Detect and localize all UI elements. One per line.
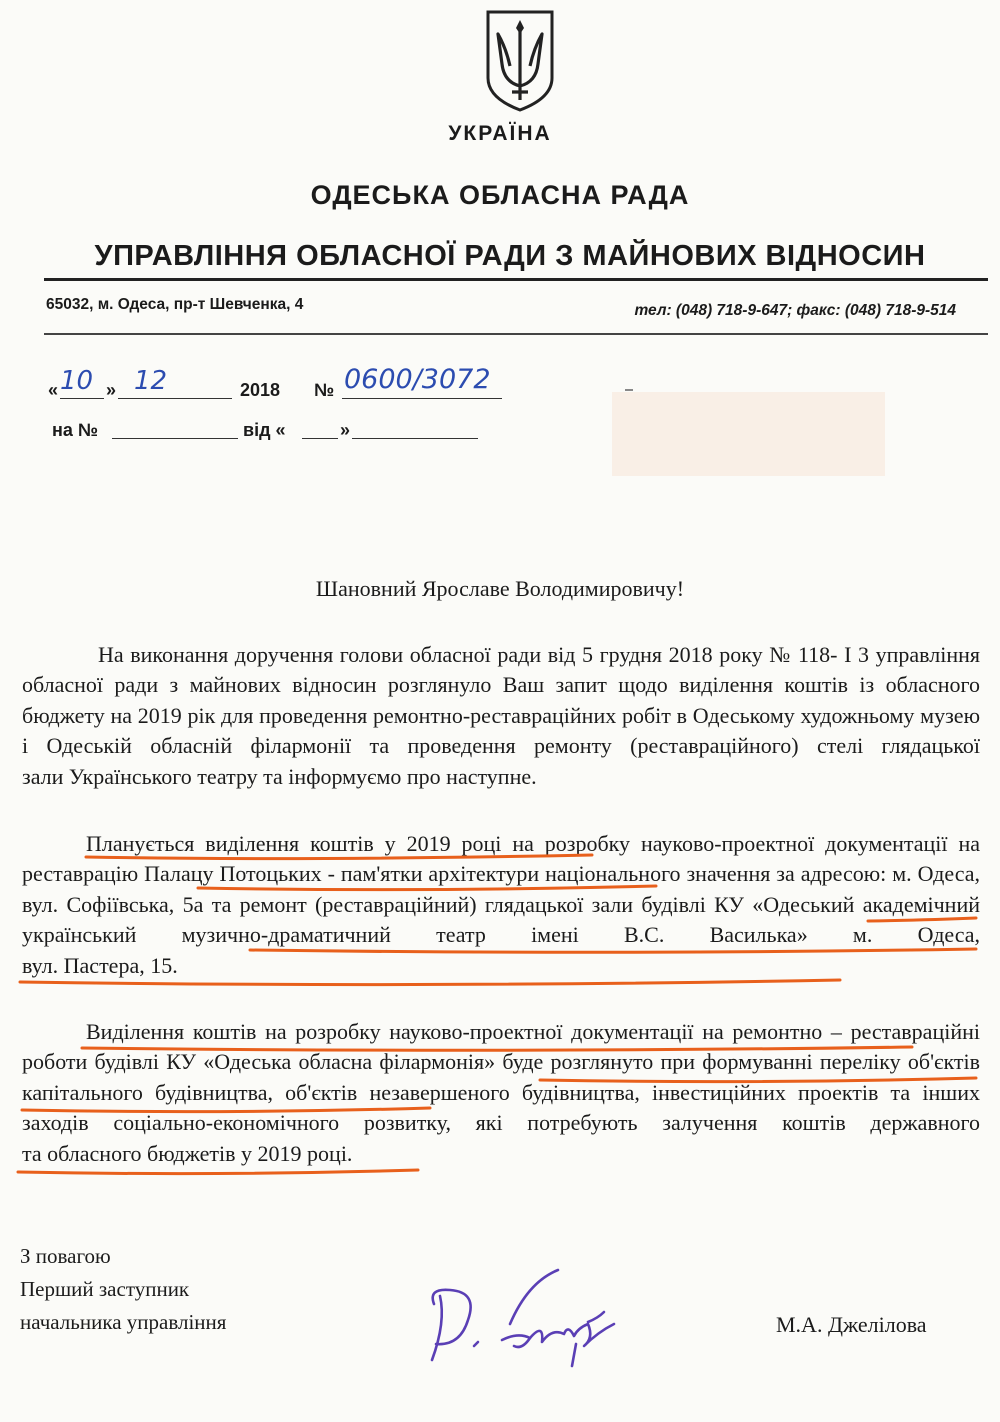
paragraph-1-last-line: зали Українського театру та інформуємо про наступне.	[22, 763, 537, 789]
redaction-mark	[625, 389, 633, 391]
salutation: Шановний Ярославе Володимировичу!	[315, 576, 685, 601]
number-label: №	[314, 380, 335, 400]
paragraph-2-text: Планується виділення коштів у 2019 році на розробку науково-проектної документації на реставрацію Палацу Потоцьких - пам'ятки архітектури національного значення за адресою: м. Одеса, вул. Софіївська, 5а та ремонт (реставраційний) глядацької зали будівлі КУ «Одеський академічний український музично-драматичний театр імені В.С. Василька» м. Одеса,	[22, 831, 980, 948]
reference-date-line	[352, 438, 478, 439]
reference-number-line	[112, 438, 238, 439]
closing-block	[20, 1240, 226, 1339]
reference-date-label: від «	[243, 420, 286, 440]
paragraph-2-last-line: вул. Пастера, 15.	[22, 952, 178, 978]
handwritten-signature	[418, 1262, 628, 1372]
contacts-text: тел: (048) 718-9-647; факс: (048) 718-9-514	[634, 302, 956, 319]
reference-number-label: на №	[52, 420, 98, 440]
paragraph-2	[22, 829, 980, 981]
trident-emblem-icon	[484, 8, 556, 114]
redacted-addressee	[612, 392, 885, 476]
paragraph-3-last-line: та обласного бюджетів у 2019 році.	[22, 1140, 353, 1166]
underline-9	[18, 1170, 418, 1174]
date-day: 10	[60, 366, 94, 396]
department-name: УПРАВЛІННЯ ОБЛАСНОЇ РАДИ З МАЙНОВИХ ВІДНОСИН	[94, 240, 926, 272]
outgoing-number: 0600/3072	[344, 364, 491, 395]
date-month: 12	[134, 366, 168, 396]
signer-name: М.А. Джелілова	[776, 1312, 927, 1337]
paragraph-1	[22, 640, 980, 792]
paragraph-3-text: Виділення коштів на розробку науково-проектної документації на ремонтно – реставраційні роботи будівлі КУ «Одеська обласна філармонія» буде розглянуто при формуванні переліку об'єктів капітального будівництва, об'єктів незавершеного будівництва, інвестиційних проектів та інших заходів соціально-економічного розвитку, які потребують залучення коштів державного	[22, 1019, 980, 1136]
address-text: 65032, м. Одеса, пр-т Шевченка, 4	[46, 296, 304, 313]
country-name: УКРАЇНА	[448, 122, 552, 145]
council-name: ОДЕСЬКА ОБЛАСНА РАДА	[310, 180, 690, 210]
reference-day-line	[302, 438, 338, 439]
close-quote: »	[106, 380, 117, 400]
open-quote: «	[48, 380, 59, 400]
paragraph-1-text: На виконання доручення голови обласної ради від 5 грудня 2018 року № 118- І 3 управління обласної ради з майнових відносин розглянуло Ваш запит щодо виділення коштів із обласного бюджету на 2019 рік для проведення ремонтно-реставраційних робіт в Одеському художньому музею і Одеській обласній філармонії та проведення ремонту (реставраційного) стелі глядацької	[22, 642, 980, 759]
reference-close-quote: »	[340, 420, 351, 440]
date-month-line	[118, 398, 232, 399]
letterhead-divider	[44, 278, 988, 281]
date-year: 2018	[240, 380, 281, 400]
closing-regards: З повагою	[20, 1244, 111, 1268]
signer-position-1: Перший заступник	[20, 1277, 190, 1301]
letterhead-divider-lower	[44, 333, 988, 335]
paragraph-3	[22, 1017, 980, 1169]
signer-position-2: начальника управління	[20, 1310, 227, 1334]
date-day-line	[60, 398, 104, 399]
number-line	[342, 398, 502, 399]
